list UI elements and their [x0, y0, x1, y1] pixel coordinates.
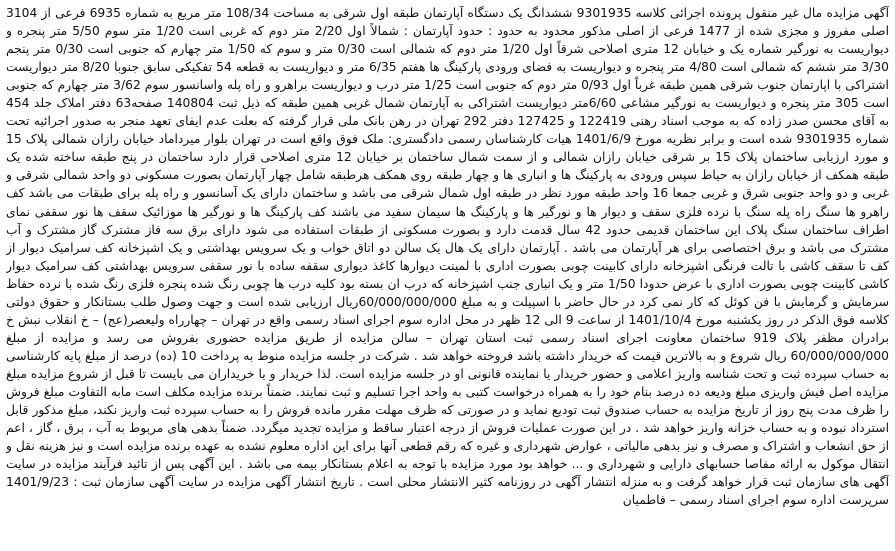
auction-notice-text: آگهی مزایده مال غیر منقول پرونده اجرائی کلاسه 9301935 ششدانگ یک دستگاه آپارتمان طبقه اول شرقی به مساحت 108/34 متر مربع به شماره 6935 فرعی از 3104 اصلی مفروز و مجزی شده از 1477 فرعی از اصلی مذکور محدود به حدود : حدود آپارتمان : شمالاً اول 2/20 متر دوم که غربی است 1/20 متر سوم 5/50 متر پنجره و دیواریست به نورگیر شماره یک و خیابان 12 متری اصلاحی شرقاً اول 1/20 متر دوم که شمالی است 0/30 متر و سوم که 1/50 متر چهارم که جنوبی است 0/30 متر پنجم 3/30 متر ششم که شمالی است 4/80 متر پنجره و دیواریست به فضای ورودی پارکینگ ها هفتم 6/35 متر و دیواریست به قطعه 54 تفکیکی سابق جنوبا 8/20 متر دیواریست اشتراکی با اپارتمان جنوب شرقی همین طبقه غرباً اول 0/93 متر دوم که جنوبی است 1/25 متر درب و دیواریست براهرو و راه پله واسانسور سوم 3/62 متر چهارم که جنوبی است 305 متر پنجره و دیواریست به نورگیر مشاعی 6/60متر دیواریست اشتراکی به آپارتمان شمال غربی همین طبقه که ذیل ثبت 140804 صفحه63 دفتر املاک جلد 454 به آقای محسن صدر زاده که به موجب اسناد رهنی 122419 و 127425 دفتر 292 تهران در رهن بانک ملی قرار گرفته که بعلت عدم ایفای تعهد منجر به صدور اجرائیه تحت شماره 9301935 شده است و برابر نظریه مورخ 1401/6/9 هیات کارشناسان رسمی دادگستری: ملک فوق واقع است در تهران بلوار میرداماد خیابان رازان شمالی پلاک 15 و مورد ارزیابی ساختمان پلاک 15 بر شرقی خیابان رازان شمالی و از سمت شمال ساختمان بر خیابان 12 متری اصلاحی قرار دارد ساختمان در پنج طبقه ساخته شده یک طبقه همکف از خیابان رازان به حیاط سپس ورودی به پارکینگ ها و انباری ها و چهار طبقه روی همکف هرطبقه شامل چهار آپارتمان بصورت مسکونی دو واحد شمالی شرقی و غربی و دو واحد جنوبی شرق و غربی جمعا 16 واحد طبقه مورد نظر در طبقه اول شمال شرقی می باشد و ساختمان دارای یک آسانسور و راه پله برای طبقات می باشد کف راهرو ها سنگ راه پله سنگ با نرده فلزی سقف و دیوار ها و نورگیر ها و پارکینگ ها سیمان سفید می باشند کف پارکینگ ها و نورگیر ها موزائیک سقف ها نور سقفی نمای اطراف ساختمان سنگ پلاک این ساختمان قدیمی حدود 42 سال قدمت دارد و بصورت مسکونی از طبقات استفاده می شود دارای برق سه فاز مشترک گاز مشترک و آب مشترک می باشد و برق اختصاصی برای هر آپارتمان می باشد . آپارتمان دارای یک هال یک سالن دو اتاق خواب و یک سرویس بهداشتی و یک اشپزخانه کف سرامیک دیوار از کف تا سقف کاشی با تالت فرنگی اشپزخانه دارای کابینت چوبی بصورت اداری با لمینت دیوارها کاغذ دیواری سقفه ساده با نور سقفی سرویس بهداشتی کف سرامیک دیوار کاشی کابینت چوبی بصورت اداری با عرض حدودا 1/50 متر و یک انباری جنب اشپزخانه که درب ان بسته بود کلیه درب ها چوبی رنگ شده پنجره فلزی رنگ شده با نرده حفاظ سرمایش و گرمایش با فن کوئل که کار نمی کرد در حال حاضر با اسپیلت و به مبلغ 60/000/000/000ریال ارزیابی شده است و جهت وصول طلب بستانکار و حقوق دولتی کلاسه فوق الذکر در روز یکشنبه مورخ 1401/10/4 از ساعت 9 الی 12 ظهر در محل اداره سوم اجرای اسناد رسمی واقع در تهران – چهارراه ولیعصر(عج) – خ انقلاب نبش خ برادران مظفر پلاک 919 ساختمان معاونت اجرای اسناد رسمی ثبت استان تهران – سالن مزایده از طریق مزایده حضوری بفروش می رسد و مزایده از مبلغ 60/000/000/000 ریال شروع و به بالاترین قیمت که خریدار داشته باشد فروخته خواهد شد . شرکت در جلسه مزایده منوط به پرداخت 10 (ده) درصد از مبلغ پایه کارشناسی به حساب سپرده ثبت و تحت شناسه واریز اعلامی و حضور خریدار یا نماینده قانونی او در جلسه مزایده است. لذا خریدار و یا خریداران می بایست تا قبل از شروع مزایده مبلغ مزایده اصل فیش واریزی مبلغ ودیعه ده درصد بنام خود را به همراه درخواست کتبی به واحد اجرا تسلیم و ثبت نمایند. ضمناً برنده مزایده مکلف است مابه التفاوت مبلغ فروش را ظرف مدت پنج روز از تاریخ مزایده به حساب صندوق ثبت تودیع نماید و در صورتی که ظرف مهلت مقرر مانده فروش را به حساب سپرده ثبت واریز نکند، مبلغ مذکور قابل استرداد نبوده و به حساب خزانه واریز خواهد شد . در این صورت عملیات فروش از درجه اعتبار ساقط و مزایده تجدید میگردد. ضمناً بدهی های مربوط به آب ، برق ، گاز ، اعم از حق انشعاب و اشتراک و مصرف و نیز بدهی مالیاتی ، عوارض شهرداری و غیره که رقم قطعی آنها برای این اداره معلوم نشده به عهده برنده مزایده است و نیز هزینه نقل و انتقال موکول به ارائه مفاصا حسابهای دارایی و شهرداری و ... خواهد بود مورد مزایده با توجه به اعلام بستانکار بیمه می باشد . این آگهی پس از تائید فرآیند مزایده در سایت آگهی های سازمان ثبت قرار خواهد گرفت و به منزله انتشار آگهی در روزنامه کثیر الانتشار محلی است . تاریخ انتشار آگهی مزایده در سایت آگهی سازمان ثبت : 1401/9/23 سرپرست اداره سوم اجرای اسناد رسمی – فاطمیان — [6, 6, 889, 508]
auction-notice — [6, 4, 889, 547]
